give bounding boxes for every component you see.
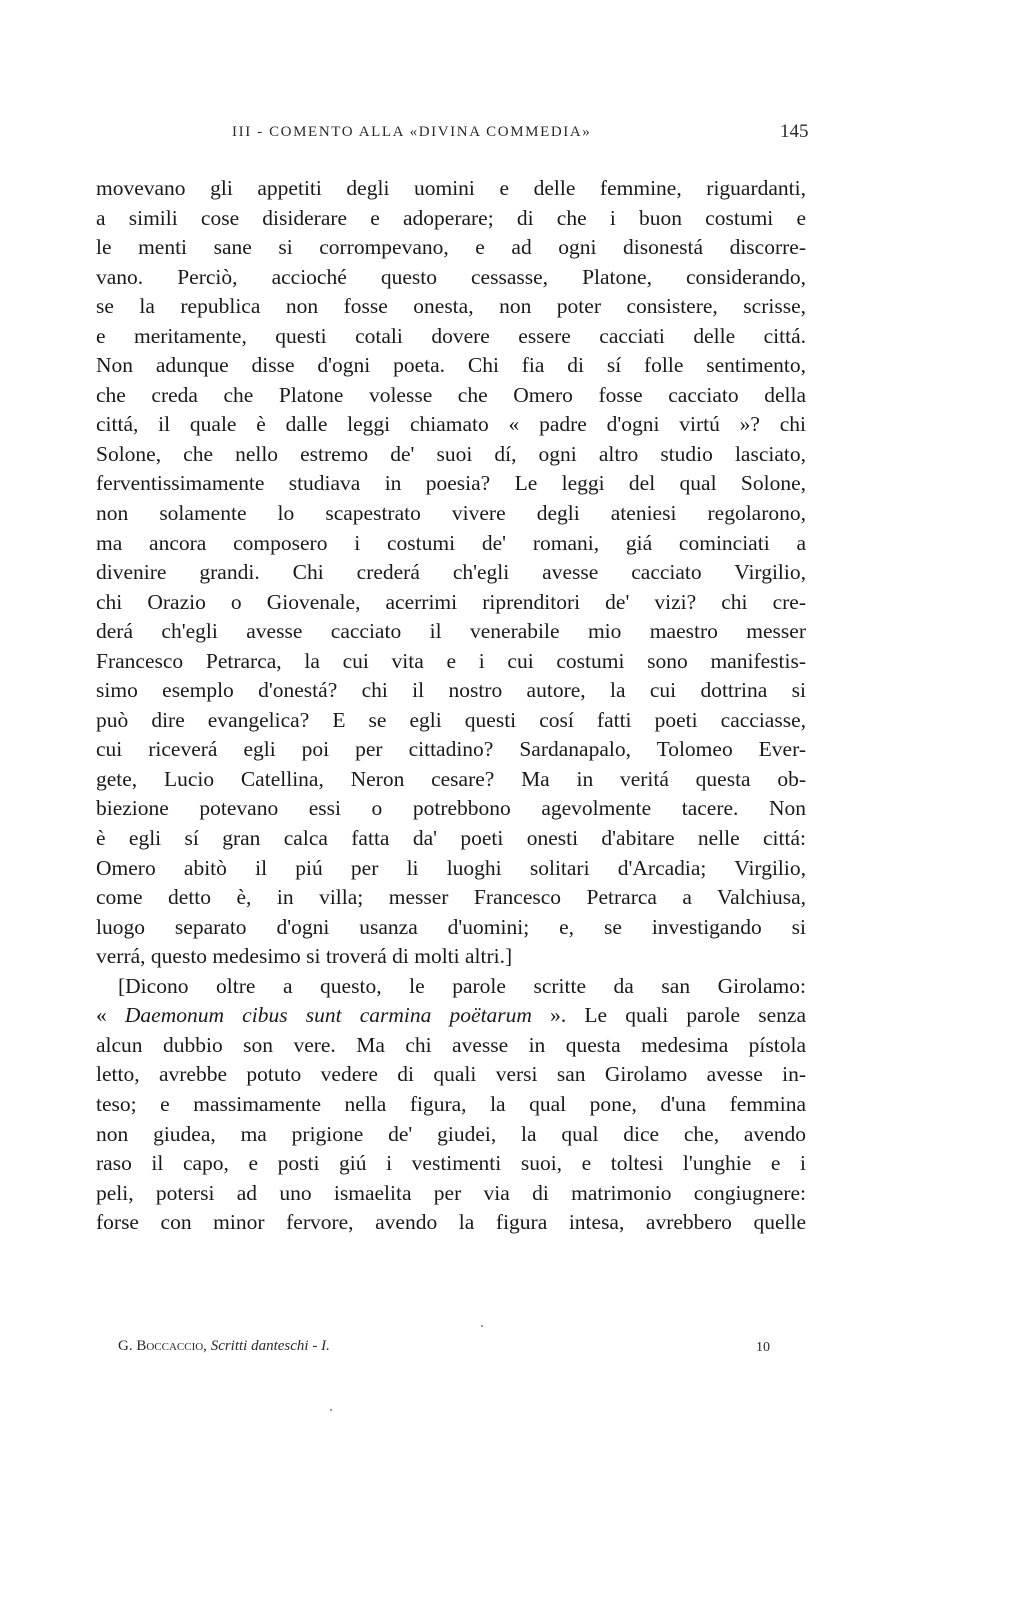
running-head: III - COMENTO ALLA «DIVINA COMMEDIA» bbox=[232, 124, 592, 140]
footer-work-title: Scritti danteschi - I. bbox=[210, 1338, 330, 1354]
signature-footer bbox=[118, 1338, 330, 1355]
body-text bbox=[96, 174, 806, 1238]
text-line: Omero abitò il piú per li luoghi solitari d'Arcadia; Virgilio, bbox=[96, 855, 806, 880]
printer-signature-number: 10 bbox=[756, 1340, 770, 1355]
quote-line bbox=[96, 1001, 806, 1031]
page-number: 145 bbox=[780, 121, 809, 142]
paper-speck bbox=[481, 1325, 483, 1327]
text-line: simo esemplo d'onestá? chi il nostro autore, la cui dottrina si bbox=[96, 678, 806, 703]
text-line: se la republica non fosse onesta, non poter consistere, scrisse, bbox=[96, 294, 806, 319]
text-line: teso; e massimamente nella figura, la qual pone, d'una femmina bbox=[96, 1091, 806, 1116]
quote-open: « bbox=[96, 1003, 125, 1028]
text-line: ferventissimamente studiava in poesia? Le leggi del qual Solone, bbox=[96, 471, 806, 496]
paragraph-end-line: verrá, questo medesimo si troverá di molti altri.] bbox=[96, 944, 513, 969]
text-line: come detto è, in villa; messer Francesco Petrarca a Valchiusa, bbox=[96, 885, 806, 910]
text-line: raso il capo, e posti giú i vestimenti suoi, e toltesi l'unghie e i bbox=[96, 1151, 806, 1176]
text-line: movevano gli appetiti degli uomini e delle femmine, riguardanti, bbox=[96, 176, 806, 200]
text-line: vano. Perciò, accioché questo cessasse, Platone, considerando, bbox=[96, 264, 806, 289]
text-line: è egli sí gran calca fatta da' poeti onesti d'abitare nelle cittá: bbox=[96, 826, 806, 851]
text-line: Solone, che nello estremo de' suoi dí, ogni altro studio lasciato, bbox=[96, 441, 806, 466]
text-line: luogo separato d'ogni usanza d'uomini; e, se investigando si bbox=[96, 914, 806, 939]
text-line: Non adunque disse d'ogni poeta. Chi fia di sí folle sentimento, bbox=[96, 353, 806, 378]
text-line: derá ch'egli avesse cacciato il venerabile mio maestro messer bbox=[96, 619, 806, 644]
quote-close: ». Le quali parole senza bbox=[531, 1003, 806, 1028]
paper-speck bbox=[330, 1409, 332, 1411]
text-line: cui riceverá egli poi per cittadino? Sardanapalo, Tolomeo Ever- bbox=[96, 737, 806, 762]
text-line: a simili cose disiderare e adoperare; di che i buon costumi e bbox=[96, 205, 806, 230]
text-line: divenire grandi. Chi crederá ch'egli avesse cacciato Virgilio, bbox=[96, 560, 806, 585]
text-line: che creda che Platone volesse che Omero fosse cacciato della bbox=[96, 382, 806, 407]
latin-quotation: Daemonum cibus sunt carmina poëtarum bbox=[124, 1003, 532, 1028]
text-line: gete, Lucio Catellina, Neron cesare? Ma in veritá questa ob- bbox=[96, 766, 806, 791]
text-line: e meritamente, questi cotali dovere essere cacciati delle cittá. bbox=[96, 323, 806, 348]
text-line: chi Orazio o Giovenale, acerrimi riprenditori de' vizi? chi cre- bbox=[96, 589, 806, 614]
text-line: biezione potevano essi o potrebbono agevolmente tacere. Non bbox=[96, 796, 806, 821]
paragraph-start-line: [Dicono oltre a questo, le parole scritte da san Girolamo: bbox=[118, 973, 806, 998]
text-line: non solamente lo scapestrato vivere degli ateniesi regolarono, bbox=[96, 501, 806, 526]
text-line: forse con minor fervore, avendo la figura intesa, avrebbero quelle bbox=[96, 1210, 806, 1235]
text-line: alcun dubbio son vere. Ma chi avesse in questa medesima pístola bbox=[96, 1032, 806, 1057]
text-line: peli, potersi ad uno ismaelita per via di matrimonio congiugnere: bbox=[96, 1180, 806, 1205]
text-line: letto, avrebbe potuto vedere di quali versi san Girolamo avesse in- bbox=[96, 1062, 806, 1087]
text-line: cittá, il quale è dalle leggi chiamato « padre d'ogni virtú »? chi bbox=[96, 412, 806, 437]
text-line: ma ancora composero i costumi de' romani, giá cominciati a bbox=[96, 530, 806, 555]
text-line: può dire evangelica? E se egli questi cosí fatti poeti cacciasse, bbox=[96, 707, 806, 732]
text-line: non giudea, ma prigione de' giudei, la qual dice che, avendo bbox=[96, 1121, 806, 1146]
footer-author: G. Boccaccio, bbox=[118, 1338, 207, 1354]
text-line: Francesco Petrarca, la cui vita e i cui costumi sono manifestis- bbox=[96, 648, 806, 673]
text-line: le menti sane si corrompevano, e ad ogni disonestá discorre- bbox=[96, 235, 806, 260]
